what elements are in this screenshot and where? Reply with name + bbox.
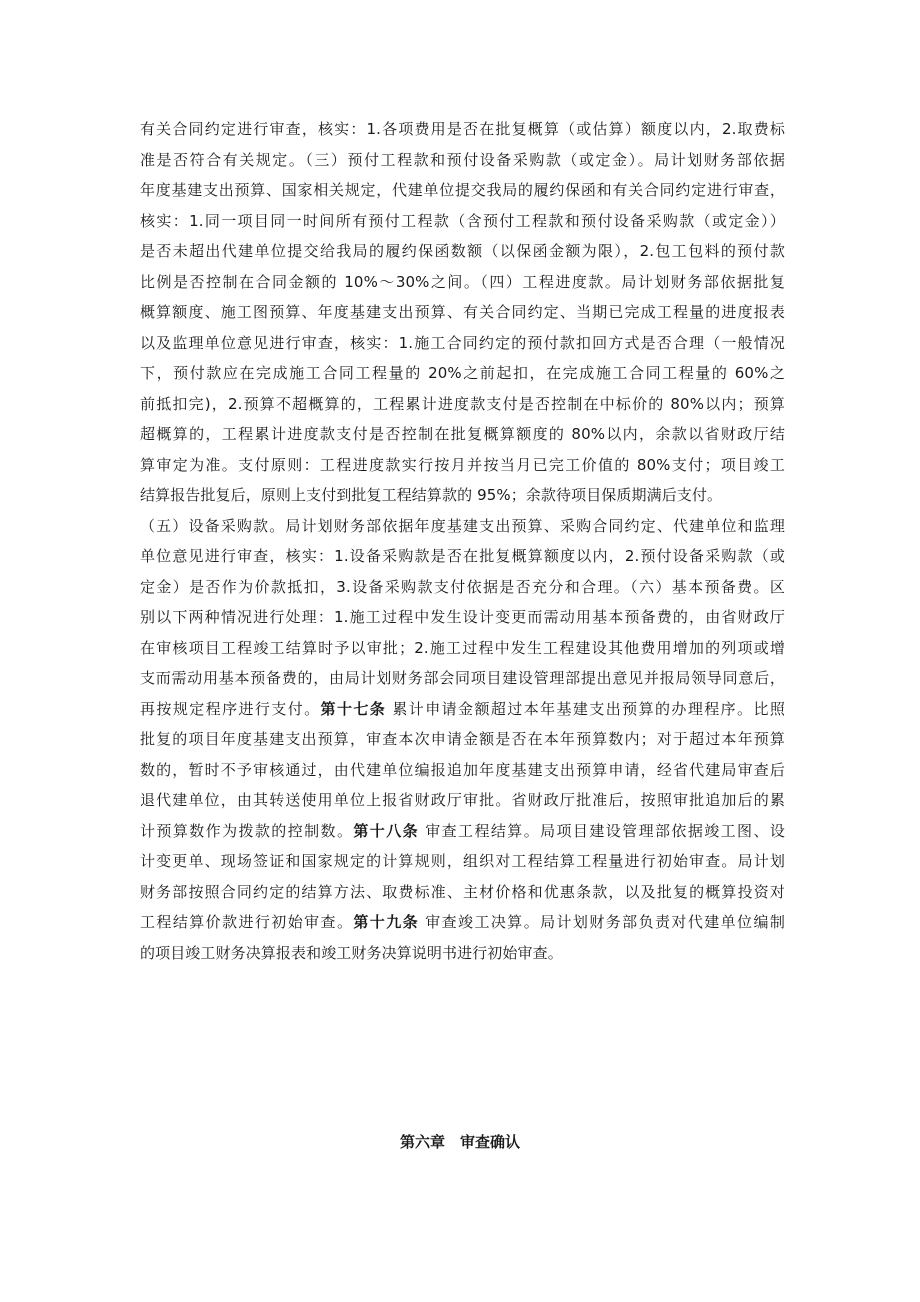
text-line: 以及监理单位意见进行审查，核实：1.施工合同约定的预付款扣回方式是否合理（一般情况 (140, 333, 785, 352)
text-line: 退代建单位，由其转送使用单位上报省财政厅审批。省财政厅批准后，按照审批追加后的累 (140, 791, 785, 809)
article-17-heading: 第十七条 (320, 699, 387, 718)
text-line-article-18 (140, 816, 785, 847)
text-line: 别以下两种情况进行处理：1.施工过程中发生设计变更而需动用基本预备费的，由省财政厅 (140, 608, 785, 626)
text-segment: 审查竣工决算。局计划财务部负责对代建单位编制 (419, 913, 785, 931)
text-line: 是否未超出代建单位提交给我局的履约保函数额（以保函金额为限），2.包工包料的预付款 (140, 242, 785, 260)
text-line: 的项目竣工财务决算报表和竣工财务决算说明书进行初始审查。 (140, 943, 563, 962)
text-line: 年度基建支出预算、国家相关规定，代建单位提交我局的履约保函和有关合同约定进行审查， (140, 181, 785, 199)
article-18-heading: 第十八条 (353, 821, 420, 840)
text-line: 批复的项目年度基建支出预算，审查本次申请金额是否在本年预算数内；对于超过本年预算 (140, 730, 785, 748)
text-line: 财务部按照合同约定的结算方法、取费标准、主材价格和优惠条款，以及批复的概算投资对 (140, 882, 785, 901)
text-line: 核实：1.同一项目同一时间所有预付工程款（含预付工程款和预付设备采购款（或定金）） (140, 211, 785, 230)
chapter-heading: 第六章 审查确认 (399, 1133, 520, 1151)
text-line: 有关合同约定进行审查，核实：1.各项费用是否在批复概算（或估算）额度以内，2.取费标 (140, 120, 785, 138)
text-segment: 再按规定程序进行支付。 (140, 699, 321, 718)
text-line: 结算报告批复后，原则上支付到批复工程结算款的 95%；余款待项目保质期满后支付。 (140, 486, 723, 504)
text-line: 超概算的，工程累计进度款支付是否控制在批复概算额度的 80%以内，余款以省财政厅结 (140, 425, 785, 443)
text-segment: 工程结算价款进行初始审查。 (140, 913, 354, 931)
text-line: 比例是否控制在合同金额的 10%～30%之间。（四）工程进度款。局计划财务部依据批复 (140, 272, 785, 291)
text-line: （五）设备采购款。局计划财务部依据年度基建支出预算、采购合同约定、代建单位和监理 (140, 516, 785, 535)
body-text (140, 114, 785, 968)
text-segment: 审查工程结算。局项目建设管理部依据竣工图、设 (419, 821, 785, 840)
text-line: 在审核项目工程竣工结算时予以审批；2.施工过程中发生工程建设其他费用增加的列项或增 (140, 638, 785, 657)
text-line: 定金）是否作为价款抵扣，3.设备采购款支付依据是否充分和合理。（六）基本预备费。区 (140, 577, 785, 596)
text-line-article-17 (140, 694, 785, 725)
text-line: 计变更单、现场签证和国家规定的计算规则，组织对工程结算工程量进行初始审查。局计划 (140, 852, 785, 870)
text-line: 数的，暂时不予审核通过，由代建单位编报追加年度基建支出预算申请，经省代建局审查后 (140, 760, 785, 779)
text-line-article-19 (140, 907, 785, 938)
text-line: 准是否符合有关规定。（三）预付工程款和预付设备采购款（或定金）。局计划财务部依据 (140, 150, 785, 169)
text-line: 下，预付款应在完成施工合同工程量的 20%之前起扣，在完成施工合同工程量的 60%之 (140, 364, 785, 382)
text-line: 单位意见进行审查，核实：1.设备采购款是否在批复概算额度以内，2.预付设备采购款（或 (140, 547, 785, 565)
text-line: 前抵扣完)，2.预算不超概算的，工程累计进度款支付是否控制在中标价的 80%以内；预算 (140, 394, 785, 413)
text-segment: 计预算数作为拨款的控制数。 (140, 821, 354, 840)
text-line: 支而需动用基本预备费的，由局计划财务部会同项目建设管理部提出意见并报局领导同意后， (140, 669, 785, 687)
text-line: 算审定为准。支付原则：工程进度款实行按月并按当月已完工价值的 80%支付；项目竣工 (140, 455, 785, 474)
article-19-heading: 第十九条 (353, 913, 420, 931)
text-segment: 累计申请金额超过本年基建支出预算的办理程序。比照 (386, 699, 785, 718)
text-line: 概算额度、施工图预算、年度基建支出预算、有关合同约定、当期已完成工程量的进度报表 (140, 303, 785, 321)
